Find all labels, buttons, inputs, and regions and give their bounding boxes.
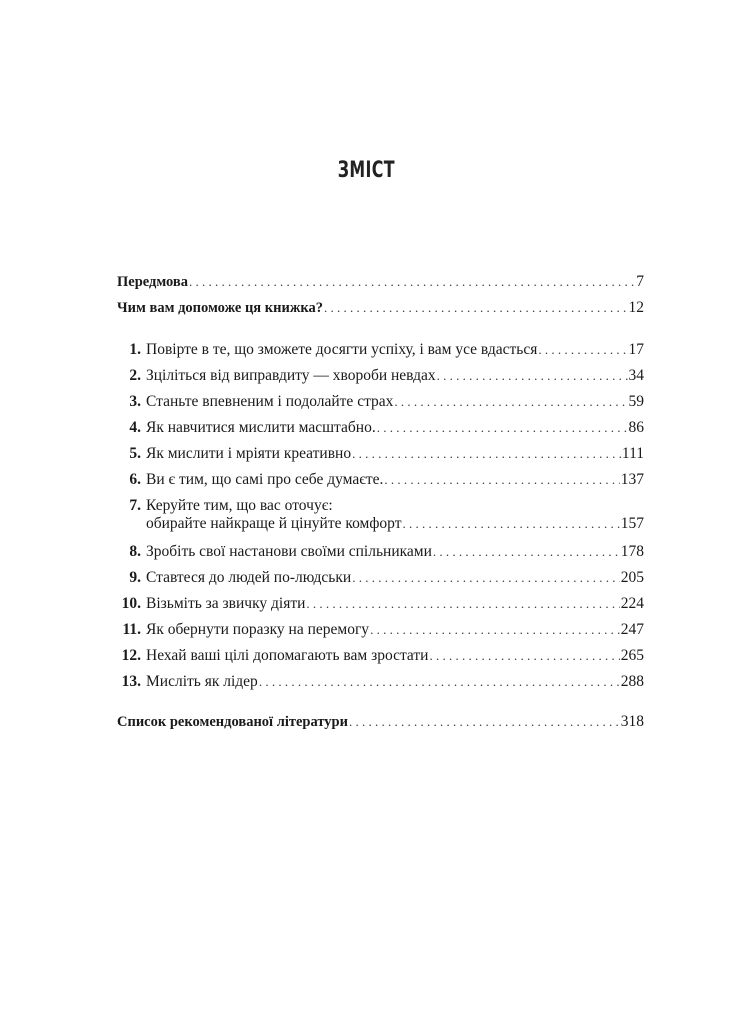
toc-entry-chapter-13[interactable] [117,673,644,691]
toc-page-number: 318 [620,713,644,730]
toc-entry-chapter-7-line-1[interactable] [117,497,644,515]
toc-entry-label: Зціліться від виправдиту — хвороби невдах [146,367,436,384]
toc-entry-chapter-10[interactable] [117,595,644,613]
toc-page-number: 157 [620,515,644,532]
toc-entry-chapter-11[interactable] [117,621,644,639]
dot-leader [429,647,619,665]
page-title: ЗМІСТ [337,158,395,183]
toc-page-number: 265 [620,647,644,664]
toc-entry-label: Візьміть за звичку діяти [146,595,306,612]
toc-entry-label: Станьте впевненим і подолайте страх [146,393,394,410]
toc-page-number: 59 [628,393,644,410]
chapter-number: 9. [129,569,141,586]
toc-entry-preface[interactable] [117,273,644,291]
toc-entry-chapter-5[interactable] [117,445,644,463]
toc-entry-label: Нехай ваші цілі допомагають вам зростати [146,647,429,664]
chapter-number: 3. [129,393,141,410]
toc-entry-chapter-6[interactable] [117,471,644,489]
toc-entry-intro[interactable] [117,299,644,317]
dot-leader [402,515,619,533]
toc-entry-label: Як обернути поразку на перемогу [146,621,370,638]
chapter-number: 4. [129,419,141,436]
dot-leader [349,713,620,731]
toc-page-number: 178 [620,543,644,560]
toc-entry-label: Як мислити і мріяти креативно [146,445,352,462]
dot-leader [370,621,620,639]
toc-entry-bibliography[interactable] [117,713,644,731]
toc-entry-label: Повірте в те, що зможете досягти успіху, і вам усе вдасться [146,341,538,358]
toc-entry-label: Передмова [117,274,189,290]
chapter-number: 11. [122,621,141,638]
toc-entry-label: Чим вам допоможе ця книжка? [117,300,323,316]
toc-entry-label: Список рекомендованої літератури [117,714,348,730]
toc-page-number: 12 [628,299,644,316]
chapter-number: 10. [121,595,141,612]
dot-leader [352,569,620,587]
toc-entry-label: Мисліть як лідер [146,673,258,690]
toc-entry-label: Ставтеся до людей по-людськи [146,569,352,586]
toc-entry-label: Керуйте тим, що вас оточує: [146,497,333,514]
chapter-number: 6. [129,471,141,488]
toc-page-number: 288 [620,673,644,690]
toc-page-number: 111 [621,445,644,462]
toc-page-number: 34 [628,367,644,384]
toc-page-number: 247 [620,621,644,638]
toc-entry-chapter-2[interactable] [117,367,644,385]
chapter-number: 12. [121,647,141,664]
dot-leader [384,471,619,489]
dot-leader [437,367,628,385]
chapter-number: 2. [129,367,141,384]
dot-leader [259,673,620,691]
toc-page-number: 205 [620,569,644,586]
toc-entry-chapter-4[interactable] [117,419,644,437]
dot-leader [352,445,621,463]
toc-page-number: 86 [628,419,644,436]
chapter-number: 7. [129,497,141,514]
toc-entry-chapter-1[interactable] [117,341,644,359]
toc-entry-chapter-12[interactable] [117,647,644,665]
toc-page-number: 137 [620,471,644,488]
dot-leader [377,419,628,437]
toc-entry-chapter-9[interactable] [117,569,644,587]
toc-entry-label: Як навчитися мислити масштабно. [146,419,376,436]
toc-page-number: 7 [636,273,644,290]
dot-leader [324,299,628,317]
toc-entry-label: Ви є тим, що самі про себе думаєте. [146,471,384,488]
toc-entry-label: обирайте найкраще й цінуйте комфорт [146,515,402,532]
chapter-number: 1. [129,341,141,358]
dot-leader [189,273,635,291]
toc-page-number: 224 [620,595,644,612]
chapter-number: 8. [129,543,141,560]
toc-entry-label: Зробіть свої настанови своїми спільниками [146,543,432,560]
toc-entry-chapter-3[interactable] [117,393,644,411]
dot-leader [538,341,627,359]
toc-entry-chapter-8[interactable] [117,543,644,561]
chapter-number: 13. [121,673,141,690]
dot-leader [306,595,619,613]
dot-leader [433,543,620,561]
chapter-number: 5. [129,445,141,462]
toc-page-number: 17 [628,341,644,358]
toc-entry-chapter-7[interactable] [117,515,644,533]
dot-leader [394,393,627,411]
